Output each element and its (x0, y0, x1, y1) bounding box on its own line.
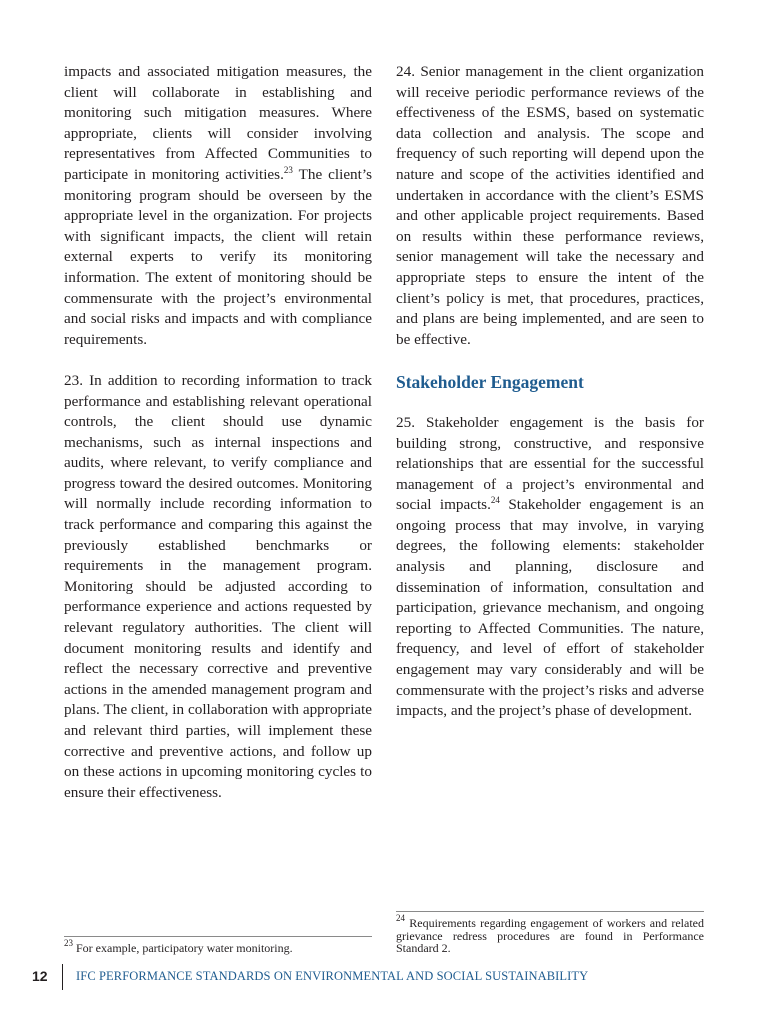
footnote-ref-23[interactable]: 23 (283, 164, 293, 175)
paragraph-24: 24. Senior management in the client organization will receive periodic performance reviews of the effectiveness of the ESMS, based on systematic data collection and analysis. The scope and frequency of such reporting will depend upon the nature and scope of the activities identified and undertaken in accordance with the client’s ESMS and other applicable project requirements. Based on results within these performance reviews, senior management will take the necessary and appropriate steps to ensure the intent of the client’s policy is met, that procedures, practices, and plans are being implemented, and are seen to be effective. (396, 63, 704, 348)
footnote-23 (64, 936, 372, 955)
paragraph-22-continued: impacts and associated mitigation measures, the client will collaborate in establishing and monitoring such mitigation measures. Where appropriate, clients will consider involving representatives from Affected Communities to participate in monitoring activities.$^{23}$ The client’s monitoring program should be overseen by the appropriate level in the organization. For projects with significant impacts, the client will retain external experts to verify its monitoring information. The extent of monitoring should be commensurate with the project’s environmental and social risks and impacts and with compliance requirements. (64, 63, 372, 348)
footnote-23-text: $^{23}$ For example, participatory water monitoring. (64, 938, 293, 955)
left-column (64, 62, 372, 824)
footnote-24 (396, 911, 704, 955)
footnote-24-text: $^{24}$ Requirements regarding engagement of workers and related grievance redress procedures are found in Performance Standard 2. (396, 913, 704, 955)
section-heading-stakeholder-engagement: Stakeholder Engagement (396, 371, 584, 392)
footnote-ref-24[interactable]: 24 (490, 495, 500, 506)
footnote-23-number: 23 (64, 938, 73, 948)
page-footer (0, 962, 768, 992)
paragraph-25: 25. Stakeholder engagement is the basis for building strong, constructive, and responsive relationships that are essential for the successful management of a project’s environmental and social impacts.$^{24}$ Stakeholder engagement is an ongoing process that may involve, in varying degrees, the following elements: stakeholder analysis and planning, disclosure and dissemination of information, consultation and participation, grievance mechanism, and ongoing reporting to Affected Communities. The nature, frequency, and level of effort of stakeholder engagement may vary considerably and will be commensurate with the project’s risks and adverse impacts, and the project’s phase of development. (396, 413, 704, 720)
footer-title: IFC PERFORMANCE STANDARDS ON ENVIRONMENTAL AND SOCIAL SUSTAINABILITY (76, 969, 589, 983)
paragraph-23: 23. In addition to recording information to track performance and establishing relevant operational controls, the client should use dynamic mechanisms, such as internal inspections and audits, where relevant, to verify compliance and progress toward the desired outcomes. Monitoring will normally include recording information to track performance and comparing this against the previously established benchmarks or requirements in the management program. Monitoring should be adjusted according to performance experience and actions requested by relevant regulatory authorities. The client will document monitoring results and identify and reflect the necessary corrective and preventive actions in the amended management program and plans. The client, in collaboration with appropriate and relevant third parties, will implement these corrective and preventive actions, and follow up on these actions in upcoming monitoring cycles to ensure their effectiveness. (64, 371, 372, 801)
footer-divider (62, 964, 63, 990)
footnote-24-number: 24 (396, 913, 405, 923)
footnote-divider (64, 936, 372, 937)
page-number: 12 (32, 968, 48, 984)
right-column (396, 62, 704, 742)
footnote-divider (396, 911, 704, 912)
